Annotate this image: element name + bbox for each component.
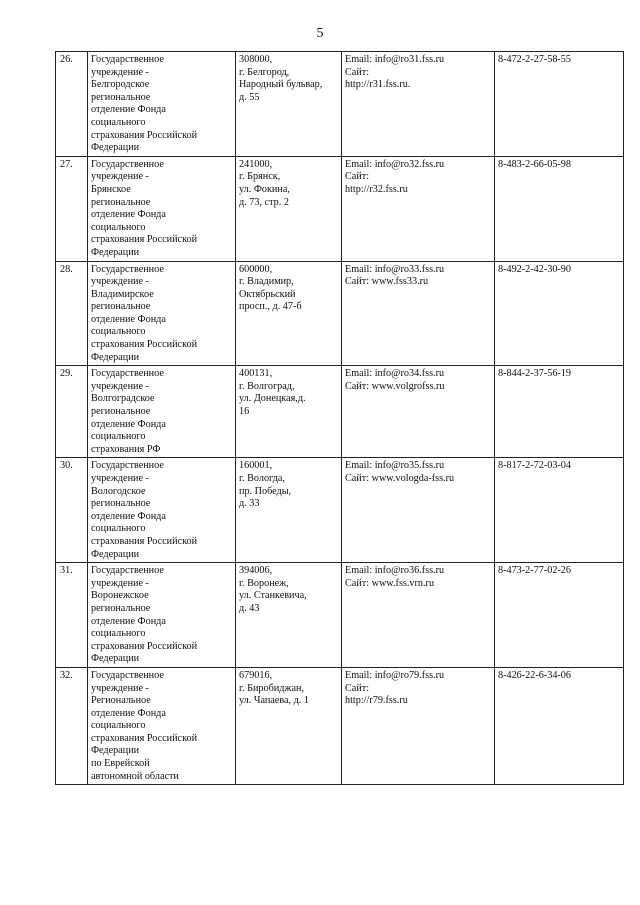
- contacts-line: http://r31.fss.ru.: [345, 79, 411, 91]
- contacts-line: Email: info@ro33.fss.ru: [345, 263, 445, 275]
- phone-number: 8-473-2-77-02-26: [495, 563, 624, 668]
- row-number: 28.: [56, 261, 88, 366]
- organization-name-line: Брянское: [91, 183, 131, 195]
- organization-name-line: автономной области: [91, 770, 179, 782]
- organization-name-line: региональное: [91, 91, 151, 103]
- organization-name-line: региональное: [91, 602, 151, 614]
- postal-address-line: 241000,: [239, 158, 273, 170]
- contacts-line: Сайт: www.fss.vrn.ru: [345, 577, 435, 589]
- organization-name-line: региональное: [91, 301, 151, 313]
- postal-address-line: 400131,: [239, 368, 273, 380]
- organization-name-line: отделение Фонда: [91, 707, 166, 719]
- organization-name-line: социального: [91, 431, 146, 443]
- postal-address-line: д. 73, стр. 2: [239, 196, 289, 208]
- organization-name-line: учреждение -: [91, 66, 149, 78]
- postal-address-line: д. 43: [239, 602, 260, 614]
- phone-number: 8-483-2-66-05-98: [495, 156, 624, 261]
- postal-address: [236, 458, 342, 563]
- organization-name: [88, 52, 236, 157]
- postal-address-line: г. Волгоград,: [239, 380, 295, 392]
- postal-address-line: г. Брянск,: [239, 171, 281, 183]
- postal-address-line: г. Биробиджан,: [239, 682, 304, 694]
- postal-address: [236, 52, 342, 157]
- contacts-line: Email: info@ro36.fss.ru: [345, 565, 445, 577]
- contacts-line: http://r79.fss.ru: [345, 695, 408, 707]
- organization-name-line: социального: [91, 720, 146, 732]
- phone-number: 8-817-2-72-03-04: [495, 458, 624, 563]
- organization-name: [88, 366, 236, 458]
- postal-address-line: 308000,: [239, 54, 273, 65]
- row-number: 29.: [56, 366, 88, 458]
- organization-name-line: социального: [91, 523, 146, 535]
- page-number: 5: [316, 26, 324, 41]
- organization-name-line: по Еврейской: [91, 758, 150, 770]
- organization-name-line: учреждение -: [91, 682, 149, 694]
- organization-name-line: социального: [91, 326, 146, 338]
- contacts: [342, 52, 495, 157]
- postal-address-line: 679016,: [239, 669, 273, 681]
- phone-number: 8-844-2-37-56-19: [495, 366, 624, 458]
- organization-name-line: отделение Фонда: [91, 104, 166, 116]
- contacts: [342, 156, 495, 261]
- postal-address: [236, 261, 342, 366]
- postal-address: [236, 667, 342, 784]
- postal-address-line: ул. Станкевича,: [239, 590, 307, 602]
- organization-name-line: страхования Российской: [91, 234, 198, 246]
- contacts-line: Email: info@ro32.fss.ru: [345, 158, 445, 170]
- organization-name-line: Государственное: [91, 54, 164, 65]
- postal-address-line: 600000,: [239, 263, 273, 275]
- organization-name-line: учреждение -: [91, 276, 149, 288]
- postal-address-line: г. Вологда,: [239, 473, 285, 484]
- contacts-line: Email: info@ro34.fss.ru: [345, 368, 445, 380]
- organization-name-line: страхования Российской: [91, 732, 198, 744]
- organization-name-line: Воронежское: [91, 590, 149, 602]
- organization-name: [88, 563, 236, 668]
- organization-name-line: страхования Российской: [91, 640, 198, 652]
- contacts: [342, 458, 495, 563]
- postal-address-line: 16: [239, 406, 250, 418]
- organization-name-line: Государственное: [91, 565, 164, 577]
- contacts-line: Сайт: www.fss33.ru: [345, 276, 429, 288]
- organization-name-line: страхования РФ: [91, 443, 161, 455]
- contacts: [342, 667, 495, 784]
- postal-address-line: г. Белгород,: [239, 66, 290, 78]
- row-number: 27.: [56, 156, 88, 261]
- organization-name-line: учреждение -: [91, 171, 149, 183]
- table-row: [56, 667, 624, 784]
- postal-address-line: г. Воронеж,: [239, 577, 289, 589]
- contacts-line: Сайт:: [345, 682, 370, 694]
- organization-name-line: учреждение -: [91, 577, 149, 589]
- table-row: [56, 261, 624, 366]
- postal-address-line: Октябрьский: [239, 288, 296, 300]
- organization-name-line: отделение Фонда: [91, 418, 166, 430]
- organization-name-line: отделение Фонда: [91, 615, 166, 627]
- organization-name-line: Волгоградское: [91, 393, 155, 405]
- organization-name-line: Федерации: [91, 653, 140, 665]
- organization-name-line: Государственное: [91, 460, 164, 472]
- postal-address-line: ул. Чапаева, д. 1: [239, 695, 309, 707]
- postal-address: [236, 366, 342, 458]
- organization-name-line: Государственное: [91, 368, 164, 380]
- table-row: [56, 563, 624, 668]
- fss-offices-table: [55, 51, 624, 785]
- contacts-line: Email: info@ro35.fss.ru: [345, 460, 445, 472]
- organization-name-line: Вологодское: [91, 485, 146, 497]
- organization-name-line: учреждение -: [91, 380, 149, 392]
- organization-name: [88, 156, 236, 261]
- organization-name: [88, 667, 236, 784]
- organization-name-line: региональное: [91, 196, 151, 208]
- organization-name-line: Белгородское: [91, 79, 150, 91]
- contacts: [342, 366, 495, 458]
- organization-name-line: отделение Фонда: [91, 313, 166, 325]
- phone-number: 8-472-2-27-58-55: [495, 52, 624, 157]
- organization-name-line: социального: [91, 116, 146, 128]
- table-row: [56, 52, 624, 157]
- organization-name-line: Региональное: [91, 695, 151, 707]
- organization-name: [88, 458, 236, 563]
- organization-name-line: отделение Фонда: [91, 510, 166, 522]
- organization-name-line: учреждение -: [91, 473, 149, 484]
- organization-name-line: отделение Фонда: [91, 209, 166, 221]
- organization-name-line: Федерации: [91, 548, 140, 560]
- postal-address: [236, 563, 342, 668]
- organization-name-line: Государственное: [91, 158, 164, 170]
- postal-address-line: 160001,: [239, 460, 273, 472]
- postal-address: [236, 156, 342, 261]
- organization-name-line: страхования Российской: [91, 535, 198, 547]
- contacts: [342, 261, 495, 366]
- phone-number: 8-492-2-42-30-90: [495, 261, 624, 366]
- postal-address-line: ул. Фокина,: [239, 183, 290, 195]
- organization-name-line: Государственное: [91, 669, 164, 681]
- contacts-line: Сайт:: [345, 171, 370, 183]
- organization-name-line: социального: [91, 221, 146, 233]
- postal-address-line: просп., д. 47-б: [239, 301, 302, 313]
- organization-name-line: Федерации: [91, 246, 140, 258]
- row-number: 31.: [56, 563, 88, 668]
- organization-name-line: Федерации: [91, 351, 140, 363]
- organization-name-line: Владимирское: [91, 288, 154, 300]
- postal-address-line: Народный бульвар,: [239, 79, 323, 91]
- row-number: 32.: [56, 667, 88, 784]
- table-row: [56, 366, 624, 458]
- postal-address-line: 394006,: [239, 565, 273, 577]
- organization-name-line: региональное: [91, 498, 151, 510]
- organization-name: [88, 261, 236, 366]
- contacts: [342, 563, 495, 668]
- organization-name-line: региональное: [91, 406, 151, 418]
- organization-name-line: страхования Российской: [91, 129, 198, 141]
- postal-address-line: д. 55: [239, 91, 260, 103]
- table-row: [56, 458, 624, 563]
- postal-address-line: г. Владимир,: [239, 276, 294, 288]
- organization-name-line: Государственное: [91, 263, 164, 275]
- postal-address-line: ул. Донецкая,д.: [239, 393, 306, 405]
- row-number: 26.: [56, 52, 88, 157]
- contacts-line: http://r32.fss.ru: [345, 183, 408, 195]
- table-row: [56, 156, 624, 261]
- organization-name-line: Федерации: [91, 142, 140, 154]
- row-number: 30.: [56, 458, 88, 563]
- contacts-line: Сайт: www.vologda-fss.ru: [345, 473, 455, 484]
- organization-name-line: Федерации: [91, 745, 140, 757]
- contacts-line: Email: info@ro31.fss.ru: [345, 54, 445, 65]
- organization-name-line: социального: [91, 628, 146, 640]
- organization-name-line: страхования Российской: [91, 339, 198, 351]
- contacts-line: Сайт: www.volgrofss.ru: [345, 380, 445, 392]
- contacts-line: Email: info@ro79.fss.ru: [345, 669, 445, 681]
- phone-number: 8-426-22-6-34-06: [495, 667, 624, 784]
- postal-address-line: д. 33: [239, 498, 260, 510]
- contacts-line: Сайт:: [345, 66, 370, 78]
- postal-address-line: пр. Победы,: [239, 485, 292, 497]
